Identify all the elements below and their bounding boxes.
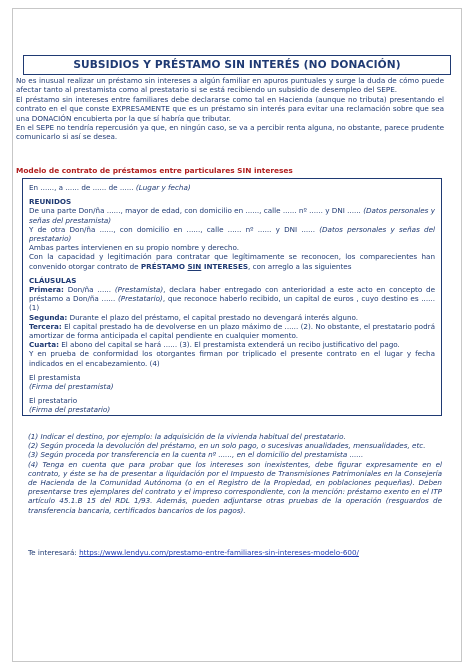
intro-paragraph-1: No es inusual realizar un préstamo sin intereses a algún familiar en apuros puntuales y surge la duda de cómo puede afectar tanto al prestamista como al prestatario si se está recibiendo un subsidio de desempleo del SEPE. bbox=[16, 76, 444, 95]
related-link-line bbox=[28, 548, 359, 557]
intro-paragraph-3: En el SEPE no tendría repercusión ya que, en ningún caso, se va a percibir renta alguna, no obstante, parece prudente comunicarlo si así se desea. bbox=[16, 123, 444, 142]
contract-box bbox=[22, 178, 442, 416]
party-borrower bbox=[29, 225, 435, 243]
party-borrower-text: Y de otra Don/ña ......, con domicilio en ......, calle ...... nº ...... y DNI ...... bbox=[29, 224, 315, 234]
borrower-label: El prestatario bbox=[29, 396, 78, 406]
intro-paragraph-2: El préstamo sin intereses entre familiares debe declararse como tal en Hacienda (aunque no tributa) presentando el contrato en el que conste EXPRESAMENTE que es un préstamo sin interés para evitar una reclamación sobre que sea una DONACIÓN encubierta por la que sí habría que tributar. bbox=[16, 94, 444, 123]
clause-1-text-b: , declara haber entregado con anterioridad a este acto en concepto de préstamo a Don/ña ...... bbox=[29, 285, 435, 304]
clausulas-heading: CLÁUSULAS bbox=[29, 275, 77, 285]
party-borrower-note: (Datos personales y señas del prestatario) bbox=[29, 224, 435, 244]
clause-4-text: El abono del capital se hará ...... (3). El prestamista extenderá un recibo justificativo del pago. bbox=[58, 340, 400, 350]
clause-2-text: Durante el plazo del préstamo, el capital prestado no devengará interés alguno. bbox=[67, 312, 359, 322]
clause-4 bbox=[29, 340, 435, 349]
footnote-2: (2) Según proceda la devolución del préstamo, en un solo pago, o sucesivas anualidades, mensualidades, etc. bbox=[28, 441, 426, 451]
lender-label: El prestamista bbox=[29, 372, 81, 382]
intro-text bbox=[16, 76, 444, 142]
title-box bbox=[23, 55, 451, 75]
related-label: Te interesará: bbox=[28, 548, 80, 557]
clause-3-text: El capital prestado ha de devolverse en un plazo máximo de ...... (2). No obstante, el prestatario podrá amortizar de forma anticipada el capital pendiente en cualquier momento. bbox=[29, 321, 435, 341]
clause-3-label: Tercera: bbox=[29, 321, 62, 331]
capacity-sin: SIN bbox=[187, 261, 202, 271]
both-parties: Ambas partes intervienen en su propio nombre y derecho. bbox=[29, 243, 240, 253]
clause-1-label: Primera: bbox=[29, 285, 64, 295]
section-title: Modelo de contrato de préstamos entre particulares SIN intereses bbox=[16, 166, 293, 175]
clause-4-label: Cuarta: bbox=[29, 340, 59, 350]
footnote-4: (4) Tenga en cuenta que para probar que los intereses son inexistentes, debe figurar expresamente en el contrato, y éste se ha de presentar a liquidación por el Impuesto de Transmisiones Patrimoniales en la Consejería de Hacienda de la Comunidad Autónoma (o en el Registro de la Propiedad, en poblaciones pequeñas). Deben presentarse tres ejemplares del contrato y el impreso correspondiente, con la mención: préstamo exento en el ITP artículo 45.1.B 15 del RDL 1/93. Además, pueden adjuntarse otras pruebas de la operación (resguardos de transferencia bancaria, certificados bancarios de los pagos). bbox=[28, 459, 442, 515]
closing-statement: Y en prueba de conformidad los otorgantes firman por triplicado el presente contrato en el lugar y fecha indicados en el encabezamiento. (4) bbox=[29, 349, 435, 368]
footnote-1: (1) Indicar el destino, por ejemplo: la adquisición de la vivienda habitual del prestatario. bbox=[28, 432, 346, 441]
party-lender-note: (Datos personales y señas del prestamista) bbox=[29, 206, 435, 225]
footnotes bbox=[28, 432, 442, 515]
clause-1-text-a: Don/ña ...... bbox=[63, 285, 115, 295]
capacity-interest: INTERESES bbox=[201, 261, 249, 271]
party-lender bbox=[29, 206, 435, 224]
clause-3 bbox=[29, 322, 435, 340]
related-link[interactable]: https://www.lendyu.com/prestamo-entre-familiares-sin-intereses-modelo-600/ bbox=[79, 548, 359, 557]
place-date-note: (Lugar y fecha) bbox=[135, 183, 191, 192]
party-lender-text: De una parte Don/ña ......, mayor de edad, con domicilio en ......, calle ...... nº ...... y DNI ...... bbox=[29, 206, 361, 216]
clause-1-text-c: , que reconoce haberlo recibido, un capital de euros , cuyo destino es ...... (1) bbox=[29, 294, 435, 313]
clause-1-note-borrower: (Prestatario) bbox=[117, 294, 163, 304]
clause-2-label: Segunda: bbox=[29, 312, 68, 322]
capacity-statement bbox=[29, 252, 435, 270]
lender-signature: (Firma del prestamista) bbox=[29, 382, 114, 392]
footnote-3: (3) Según proceda por transferencia en la cuenta nº ......, en el domicilio del prestamista ...... bbox=[28, 450, 364, 460]
place-date: En ......, a ...... de ...... de ...... bbox=[29, 183, 134, 192]
clause-1-note-lender: (Prestamista) bbox=[114, 285, 164, 295]
capacity-tail: , con arreglo a las siguientes bbox=[248, 261, 352, 271]
capacity-loan: PRÉSTAMO bbox=[140, 261, 188, 271]
place-date-line bbox=[29, 183, 435, 192]
reunidos-heading: REUNIDOS bbox=[29, 197, 72, 207]
capacity-text: Con la capacidad y legitimación para contratar que legítimamente se reconocen, los comparecientes han convenido otorgar contrato de bbox=[29, 252, 435, 271]
document-title: SUBSIDIOS Y PRÉSTAMO SIN INTERÉS (NO DONACIÓN) bbox=[73, 59, 401, 71]
borrower-signature: (Firma del prestatario) bbox=[29, 405, 111, 415]
clause-2 bbox=[29, 313, 435, 322]
clause-1 bbox=[29, 285, 435, 313]
